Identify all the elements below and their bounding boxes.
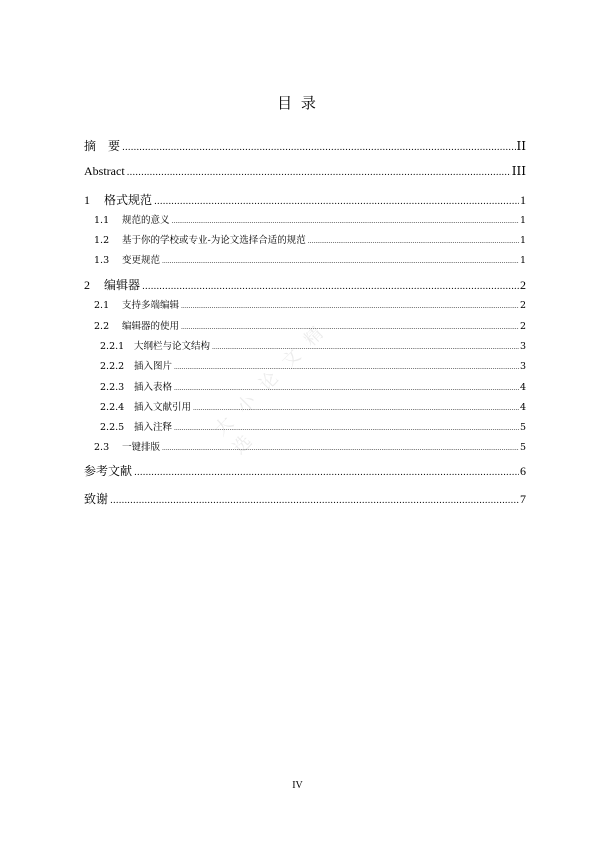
toc-entry-2-2-1[interactable] (100, 338, 526, 352)
toc-leader-dots (308, 238, 519, 245)
toc-entry-2-2-5[interactable] (100, 419, 526, 433)
toc-leader-dots (142, 282, 519, 292)
toc-number: 2.2.1 (100, 341, 125, 352)
toc-leader-dots (122, 143, 516, 153)
toc-label: Abstract (84, 164, 125, 178)
toc-entry-abstract-en[interactable] (84, 164, 526, 179)
toc-label: 摘 要 (84, 139, 121, 153)
toc-entry-2-2[interactable] (94, 318, 526, 332)
toc-page: 1 (520, 193, 526, 207)
toc-number: 2.2 (94, 321, 110, 332)
toc-label: 插入表格 (134, 382, 173, 393)
toc-leader-dots (110, 496, 519, 506)
toc-label: 支持多端编辑 (122, 300, 180, 311)
toc-entry-2-2-4[interactable] (100, 399, 526, 413)
toc-page: 1 (519, 255, 526, 266)
toc-number: 2 (84, 278, 90, 292)
toc-leader-dots (193, 405, 519, 412)
toc-number: 1.1 (94, 215, 110, 226)
toc-label: 规范的意义 (122, 215, 170, 226)
toc-leader-dots (127, 168, 511, 178)
toc-page: 3 (519, 341, 526, 352)
page-title: 目 录 (277, 94, 318, 112)
toc-entry-1-1[interactable] (94, 212, 526, 226)
toc-page: 2 (520, 278, 526, 292)
toc-label: 插入文献引用 (134, 402, 192, 413)
toc-entry-1-3[interactable] (94, 252, 526, 266)
toc-entry-2-3[interactable] (94, 439, 526, 453)
toc-entry-1-2[interactable] (94, 232, 526, 246)
toc-entry-2-2-3[interactable] (100, 379, 526, 393)
toc-page: II (516, 139, 526, 153)
toc-page: 5 (519, 442, 526, 453)
toc-label: 编辑器的使用 (122, 321, 180, 332)
toc-label: 参考文献 (84, 464, 133, 478)
toc-number: 2.3 (94, 442, 110, 453)
toc-number: 1 (84, 193, 90, 207)
toc-number: 1.3 (94, 255, 110, 266)
toc-label: 格式规范 (104, 193, 153, 207)
toc-page: 4 (519, 402, 526, 413)
toc-entry-abstract-cn[interactable] (84, 137, 526, 154)
toc-page: 1 (519, 215, 526, 226)
toc-number: 2.1 (94, 300, 110, 311)
toc-label: 插入注释 (134, 422, 173, 433)
toc-leader-dots (212, 344, 519, 351)
toc-label: 大纲栏与论文结构 (134, 341, 211, 352)
toc-leader-dots (181, 324, 519, 331)
toc-label: 变更规范 (122, 255, 161, 266)
toc-leader-dots (162, 258, 519, 265)
toc-number: 2.2.5 (100, 422, 125, 433)
page-number: IV (292, 780, 303, 791)
toc-page: 2 (519, 300, 526, 311)
toc-label: 插入图片 (134, 361, 173, 372)
toc-page: 7 (520, 492, 526, 506)
toc-page: 3 (519, 361, 526, 372)
toc-number: 2.2.3 (100, 382, 125, 393)
toc-label: 致谢 (84, 492, 109, 506)
toc-label: 基于你的学校或专业-为论文选择合适的规范 (122, 235, 306, 246)
toc-entry-2-1[interactable] (94, 297, 526, 311)
toc-entry-references[interactable] (84, 462, 526, 479)
toc-entry-2-2-2[interactable] (100, 358, 526, 372)
toc-leader-dots (181, 303, 519, 310)
toc-number: 2.2.4 (100, 402, 125, 413)
toc-label: 一键排版 (122, 442, 161, 453)
toc-page: III (511, 164, 526, 178)
toc-page: 1 (519, 235, 526, 246)
toc-number: 2.2.2 (100, 361, 125, 372)
toc-entry-chapter-1[interactable] (84, 191, 526, 208)
toc-number: 1.2 (94, 235, 110, 246)
toc-leader-dots (174, 364, 519, 371)
toc-page: 6 (520, 464, 526, 478)
toc-label: 编辑器 (104, 278, 141, 292)
toc-leader-dots (172, 218, 519, 225)
toc-leader-dots (162, 445, 519, 452)
toc-page: 2 (519, 321, 526, 332)
toc-entry-acknowledgements[interactable] (84, 490, 526, 507)
toc-entry-chapter-2[interactable] (84, 276, 526, 293)
toc-page: 4 (519, 382, 526, 393)
toc-leader-dots (134, 468, 519, 478)
toc-leader-dots (174, 425, 519, 432)
toc-page: 5 (519, 422, 526, 433)
toc-leader-dots (154, 197, 519, 207)
toc-leader-dots (174, 385, 519, 392)
watermark: 大 小 论 文 精 选 (210, 320, 331, 459)
